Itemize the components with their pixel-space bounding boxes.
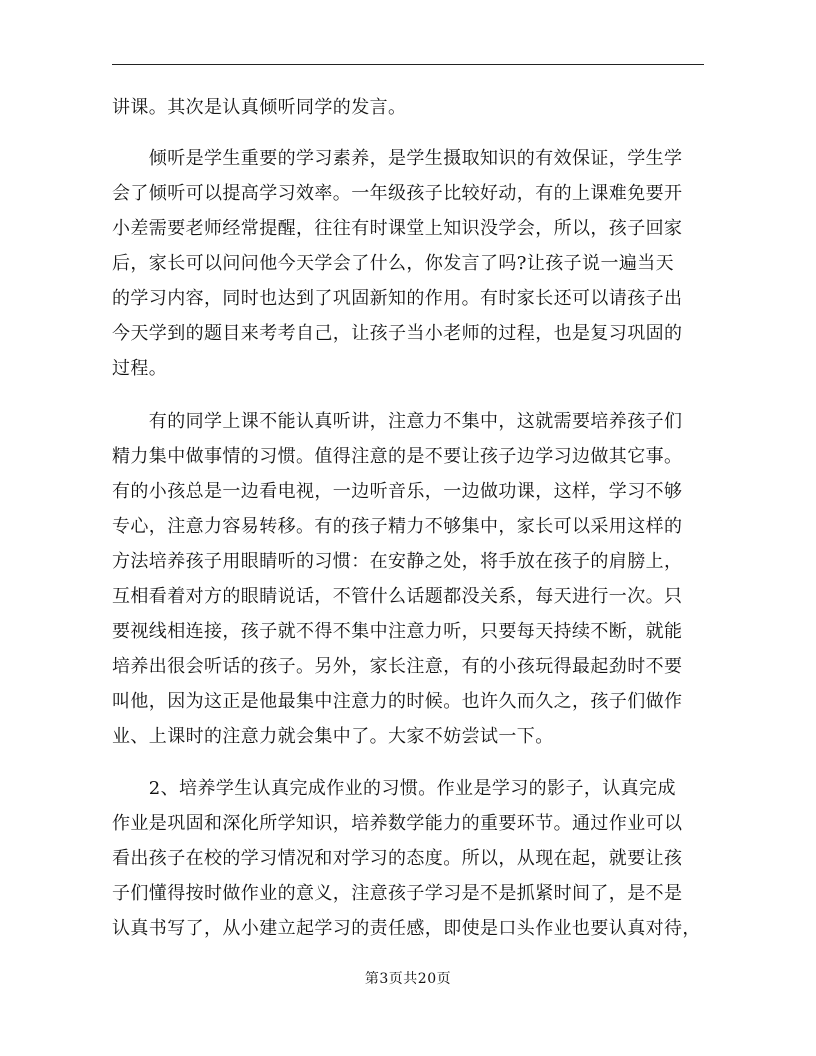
text-line: 业、上课时的注意力就会集中了。大家不妨尝试一下。 bbox=[112, 726, 554, 747]
text-line: 讲课。其次是认真倾听同学的发言。 bbox=[112, 97, 407, 118]
text-line: 要视线相连接，孩子就不得不集中注意力听，只要每天持续不断，就能 bbox=[112, 621, 683, 642]
text-line: 后，家长可以问问他今天学会了什么，你发言了吗?让孩子说一遍当天 bbox=[112, 253, 675, 274]
text-line: 看出孩子在校的学习情况和对学习的态度。所以，从现在起，就要让孩 bbox=[112, 848, 683, 869]
text-line: 会了倾听可以提高学习效率。一年级孩子比较好动，有的上课难免要开 bbox=[112, 183, 683, 204]
text-line: 方法培养孩子用眼睛听的习惯：在安静之处，将手放在孩子的肩膀上， bbox=[112, 551, 683, 572]
text-line: 作业是巩固和深化所学知识，培养数学能力的重要环节。通过作业可以 bbox=[112, 813, 683, 834]
text-line: 有的小孩总是一边看电视，一边听音乐，一边做功课，这样，学习不够 bbox=[112, 481, 683, 502]
text-line: 有的同学上课不能认真听讲，注意力不集中，这就需要培养孩子们 bbox=[112, 411, 683, 432]
page-number: 第3页共20页 bbox=[364, 971, 452, 987]
text-line: 今天学到的题目来考考自己，让孩子当小老师的过程，也是复习巩固的 bbox=[112, 323, 683, 344]
text-line: 互相看着对方的眼睛说话，不管什么话题都没关系，每天进行一次。只 bbox=[112, 586, 683, 607]
text-line: 叫他，因为这正是他最集中注意力的时候。也许久而久之，孩子们做作 bbox=[112, 691, 683, 712]
text-line: 子们懂得按时做作业的意义，注意孩子学习是不是抓紧时间了，是不是 bbox=[112, 883, 683, 904]
text-line: 培养出很会听话的孩子。另外，家长注意，有的小孩玩得最起劲时不要 bbox=[112, 656, 683, 677]
text-line: 小差需要老师经常提醒，往往有时课堂上知识没学会，所以，孩子回家 bbox=[112, 218, 683, 239]
text-line: 认真书写了，从小建立起学习的责任感，即使是口头作业也要认真对待， bbox=[112, 918, 701, 939]
text-line: 倾听是学生重要的学习素养，是学生摄取知识的有效保证，学生学 bbox=[112, 148, 683, 169]
text-line: 精力集中做事情的习惯。值得注意的是不要让孩子边学习边做其它事。 bbox=[112, 446, 683, 467]
text-line: 的学习内容，同时也达到了巩固新知的作用。有时家长还可以请孩子出 bbox=[112, 288, 683, 309]
text-line: 过程。 bbox=[112, 358, 168, 379]
text-line: 2、培养学生认真完成作业的习惯。作业是学习的影子，认真完成 bbox=[112, 778, 676, 799]
header-rule bbox=[112, 64, 704, 65]
text-line: 专心，注意力容易转移。有的孩子精力不够集中，家长可以采用这样的 bbox=[112, 516, 683, 537]
